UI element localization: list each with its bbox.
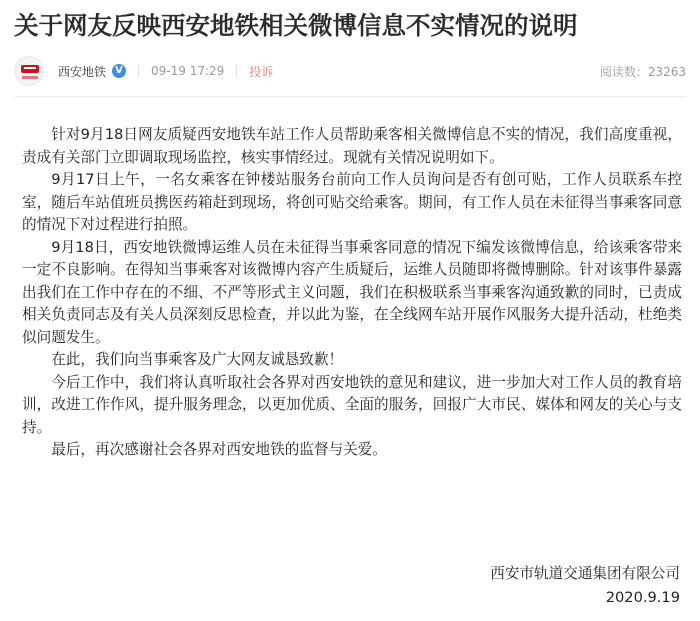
paragraph: 针对9月18日网友质疑西安地铁车站工作人员帮助乘客相关微博信息不实的情况，我们高度重视，责成有关部门立即调取现场监控，核实事情经过。现就有关情况说明如下。 (22, 126, 682, 166)
verified-v-icon: V (112, 64, 126, 78)
paragraph: 9月17日上午，一名女乘客在钟楼站服务台前向工作人员询问是否有创可贴，工作人员联系车控室，随后车站值班员携医药箱赶到现场，将创可贴交给乘客。期间，有工作人员在未征得当事乘客同意的情况下对过程进行拍照。 (22, 171, 682, 233)
header-divider (14, 96, 686, 97)
article-title: 关于网友反映西安地铁相关微博信息不实情况的说明 (14, 11, 578, 40)
author-name[interactable]: 西安地铁 (58, 64, 107, 79)
signature-date: 2020.9.19 (605, 589, 680, 606)
meta-divider (236, 65, 237, 77)
paragraph: 9月18日，西安地铁微博运维人员在未征得当事乘客同意的情况下编发该微博信息，给该乘客带来一定不良影响。在得知当事乘客对该微博内容产生质疑后，运维人员随即将微博删除。针对该事件暴露出我们在工作中存在的不细、不严等形式主义问题，我们在积极联系当事乘客沟通致歉的同时，已责成相关负责同志及有关人员深刻反思检查，并以此为鉴，在全线网车站开展作风服务大提升活动，杜绝类似问题发生。 (22, 238, 682, 346)
xian-metro-logo-icon[interactable] (14, 56, 44, 86)
paragraph: 最后，再次感谢社会各界对西安地铁的监督与关爱。 (51, 441, 387, 458)
paragraph: 在此，我们向当事乘客及广大网友诚恳致歉！ (51, 351, 344, 368)
post-time: 09-19 17:29 (151, 64, 225, 78)
article-body (22, 124, 682, 462)
paragraph: 今后工作中，我们将认真听取社会各界对西安地铁的意见和建议，进一步加大对工作人员的教育培训，改进工作作风，提升服务理念，以更加优质、全面的服务，回报广大市民、媒体和网友的关心与支持。 (22, 373, 682, 436)
article-meta (14, 54, 686, 88)
report-link[interactable]: 投诉 (249, 64, 274, 79)
signature-org: 西安市轨道交通集团有限公司 (490, 565, 680, 582)
signature-block (490, 562, 680, 610)
meta-divider (138, 65, 139, 77)
read-count: 阅读数：23263 (599, 64, 686, 79)
